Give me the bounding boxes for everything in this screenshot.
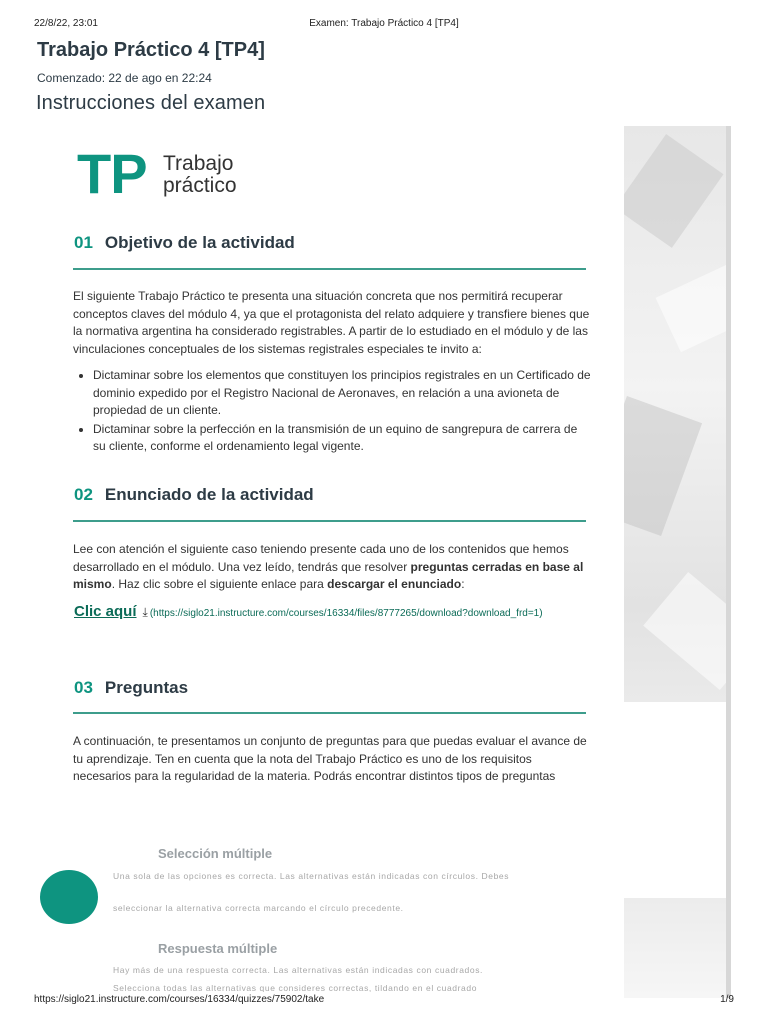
- section-title: Objetivo de la actividad: [104, 233, 295, 252]
- side-scrollbar[interactable]: [726, 126, 731, 998]
- question-type-desc: Selecciona todas las alternativas que consideres correctas, tildando en el cuadrado: [113, 983, 478, 992]
- print-datetime: 22/8/22, 23:01: [34, 18, 98, 29]
- tp-logo: TP: [77, 142, 147, 205]
- section-heading-objective: [74, 233, 295, 253]
- instructions-heading: Instrucciones del examen: [36, 92, 266, 114]
- download-statement-link[interactable]: Clic aquí: [74, 603, 137, 620]
- question-type-desc: Una sola de las opciones es correcta. Las alternativas están indicadas con círculos. Debes: [113, 871, 510, 881]
- question-type-circle-icon: [40, 870, 98, 924]
- download-url[interactable]: (https://siglo21.instructure.com/courses/16334/files/8777265/download?download_frd=1): [149, 608, 543, 619]
- tp-logo-word-line1: Trabajo: [163, 152, 234, 175]
- print-document-title: Examen: Trabajo Práctico 4 [TP4]: [309, 18, 459, 29]
- section-number: 03: [74, 678, 93, 697]
- section-title: Preguntas: [104, 678, 189, 697]
- print-header: [0, 0, 768, 34]
- print-footer: [0, 994, 768, 1014]
- section-divider: [73, 268, 586, 270]
- section-title: Enunciado de la actividad: [104, 485, 314, 504]
- download-link-block: [74, 603, 594, 624]
- section-divider: [73, 520, 586, 522]
- objective-intro: El siguiente Trabajo Práctico te presenta una situación concreta que nos permitirá recuperar conceptos claves del módulo 4, ya que el protagonista del relato adquiere y transfiere bienes que la normativa argentina ha considerado registrables. A partir de lo estudiado en el módulo y de las vinculaciones conceptuales de los sistemas registrales especiales te invito a:: [73, 289, 590, 356]
- list-item: • Dictaminar sobre los elementos que constituyen los principios registrales en un Certificado de dominio expedido por el Registro Nacional de Aeronaves, en relación a una avioneta de propiedad de un cliente.: [93, 367, 593, 420]
- question-type-desc: seleccionar la alternativa correcta marcando el círculo precedente.: [113, 903, 404, 913]
- section-divider: [73, 712, 586, 714]
- question-type-title: Respuesta múltiple: [158, 941, 278, 956]
- section-number: 01: [74, 233, 93, 252]
- question-type-desc: Hay más de una respuesta correcta. Las alternativas están indicadas con cuadrados.: [113, 965, 484, 975]
- statement-bold-2: descargar el enunciado: [327, 577, 462, 592]
- started-timestamp: Comenzado: 22 de ago en 22:24: [37, 71, 212, 85]
- tp-logo-word-line2: práctico: [163, 174, 237, 197]
- section-heading-questions: [74, 678, 188, 698]
- tp-logo-word: [163, 153, 237, 197]
- statement-bold-1: preguntas cerradas en base al mismo: [73, 559, 584, 592]
- objective-list: [73, 367, 593, 457]
- print-page-number: 1/9: [720, 994, 734, 1005]
- decorative-side-image: [624, 126, 726, 998]
- section-number: 02: [74, 485, 93, 504]
- page-title: Trabajo Práctico 4 [TP4]: [37, 39, 265, 61]
- question-type-title: Selección múltiple: [158, 846, 273, 861]
- list-item: • Dictaminar sobre la perfección en la transmisión de un equino de sangrepura de carrera de su cliente, conforme el ordenamiento legal vigente.: [93, 421, 593, 456]
- section-heading-statement: [74, 485, 314, 505]
- statement-text: Lee con atención el siguiente caso teniendo presente cada uno de los contenidos que hemos desarrollado en el módulo. Una vez leído, tendrás que resolver preguntas cerradas en base al mismo. Haz clic sobre el siguiente enlace para descargar el enunciado:: [73, 542, 584, 592]
- questions-intro: A continuación, te presentamos un conjunto de preguntas para que puedas evaluar el avance de tu aprendizaje. Ten en cuenta que la nota del Trabajo Práctico es uno de los requisitos necesarios para la regularidad de la materia. Podrás encontrar distintos tipos de preguntas: [73, 734, 587, 784]
- download-icon[interactable]: ⤓: [142, 605, 148, 619]
- print-url: https://siglo21.instructure.com/courses/16334/quizzes/75902/take: [34, 994, 325, 1005]
